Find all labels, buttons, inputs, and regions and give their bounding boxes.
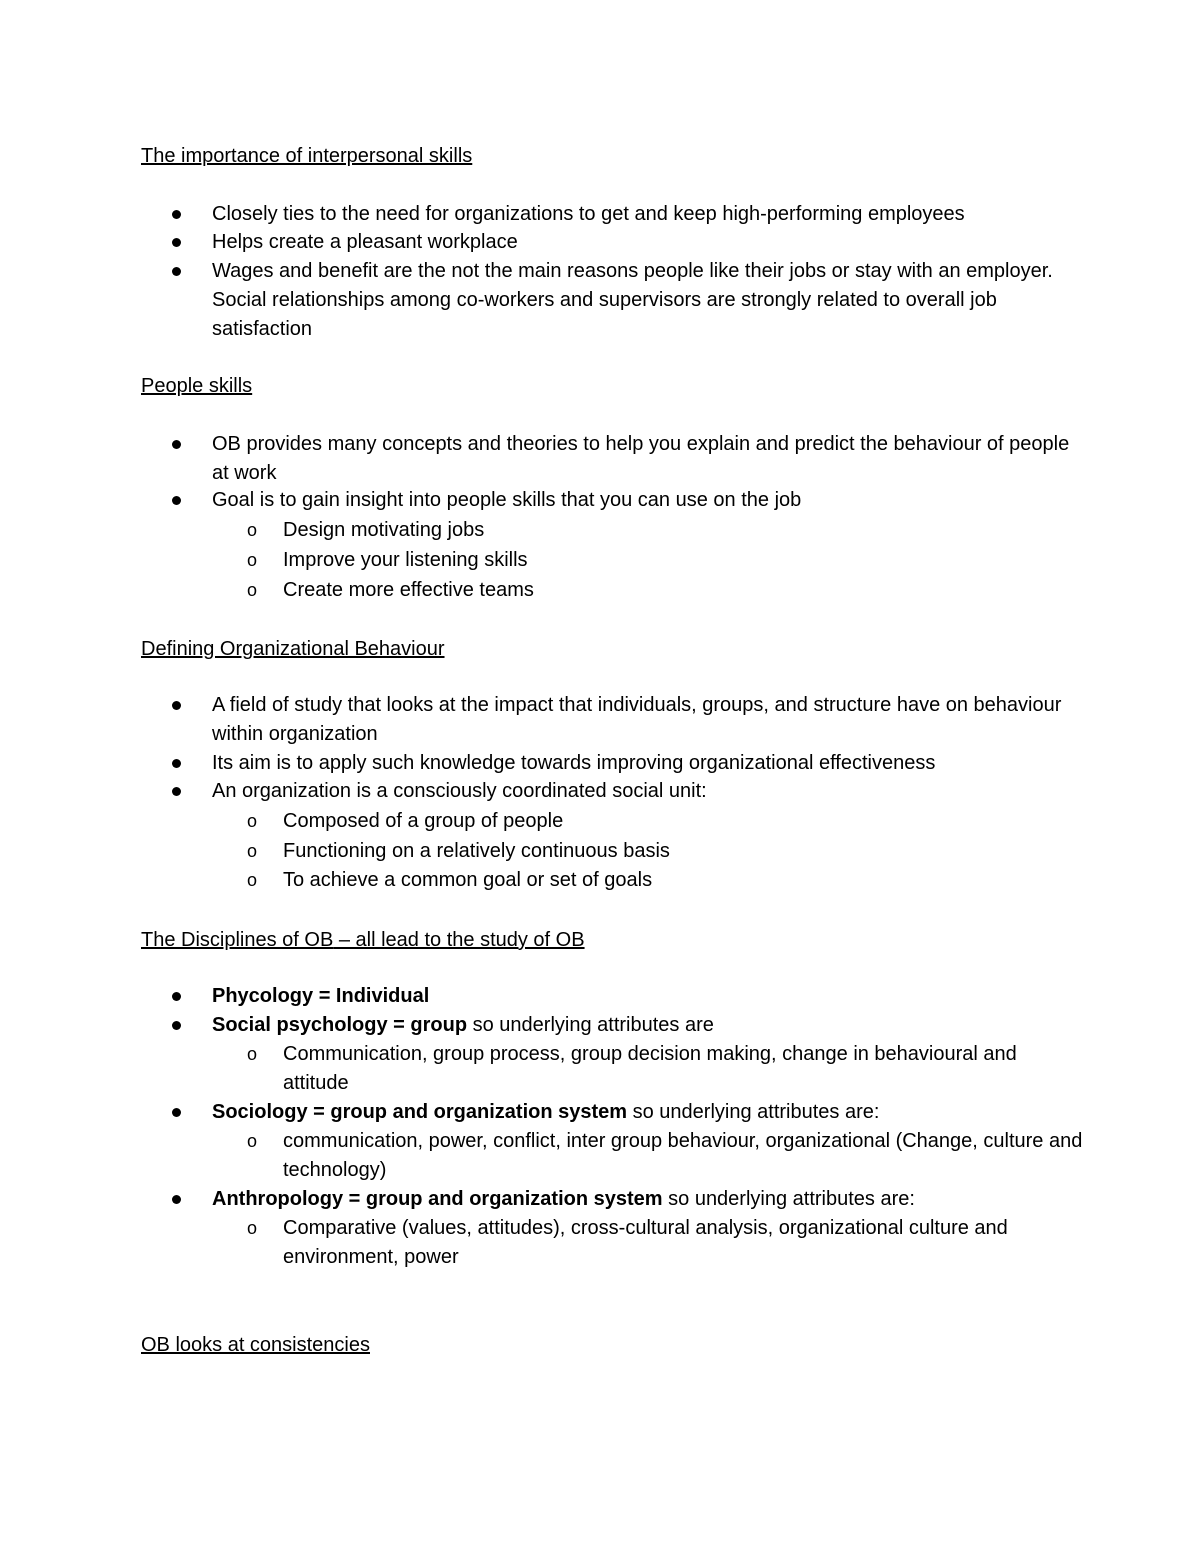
circle-bullet-icon: o — [247, 1218, 258, 1238]
bullet-icon — [172, 1185, 181, 1204]
bullet-icon — [172, 486, 181, 505]
bullet-item: Sociology = group and organization system so underlying attributes are: — [212, 1098, 1072, 1127]
sub-bullet-item: o Create more effective teams — [283, 576, 1083, 605]
bullet-icon — [172, 1098, 181, 1117]
sub-bullet-item: o communication, power, conflict, inter group behaviour, organizational (Change, culture and technology) — [283, 1127, 1083, 1185]
bullet-icon — [172, 1011, 181, 1030]
bullet-item: Closely ties to the need for organizations to get and keep high-performing employees — [212, 200, 1072, 229]
bullet-item: Anthropology = group and organization system so underlying attributes are: — [212, 1185, 1072, 1214]
sub-bullet-item: o Functioning on a relatively continuous basis — [283, 837, 1083, 866]
heading-suffix: – all lead to the study of OB — [333, 929, 585, 951]
section-heading: People skills — [141, 375, 253, 397]
sub-bullet-item: o To achieve a common goal or set of goals — [283, 866, 1083, 895]
bullet-item: Goal is to gain insight into people skills that you can use on the job — [212, 486, 1072, 515]
sub-bullet-item: o Communication, group process, group decision making, change in behavioural and attitude — [283, 1040, 1083, 1098]
circle-bullet-icon: o — [247, 811, 258, 831]
circle-bullet-icon: o — [247, 1131, 258, 1151]
bullet-icon — [172, 200, 181, 219]
circle-bullet-icon: o — [247, 870, 258, 890]
bullet-item: Its aim is to apply such knowledge towards improving organizational effectiveness — [212, 749, 1072, 778]
bullet-item: Social psychology = group so underlying attributes are — [212, 1011, 1072, 1040]
bullet-item: Wages and benefit are the not the main reasons people like their jobs or stay with an employer. Social relationships among co-workers and supervisors are strongly related to overall job satisfaction — [212, 257, 1072, 344]
section-heading: Defining Organizational Behaviour — [141, 638, 445, 660]
circle-bullet-icon: o — [247, 550, 258, 570]
bullet-icon — [172, 257, 181, 276]
bullet-icon — [172, 430, 181, 449]
section-heading: The Disciplines of OB – all lead to the study of OB — [141, 929, 585, 951]
circle-bullet-icon: o — [247, 580, 258, 600]
bullet-icon — [172, 749, 181, 768]
bullet-item: A field of study that looks at the impact that individuals, groups, and structure have on behaviour within organization — [212, 691, 1072, 749]
bullet-item: Helps create a pleasant workplace — [212, 228, 1072, 257]
bullet-item: OB provides many concepts and theories to help you explain and predict the behaviour of people at work — [212, 430, 1072, 488]
bullet-icon — [172, 777, 181, 796]
circle-bullet-icon: o — [247, 1044, 258, 1064]
sub-bullet-item: o Design motivating jobs — [283, 516, 1083, 545]
bullet-icon — [172, 691, 181, 710]
section-heading: OB looks at consistencies — [141, 1334, 370, 1356]
bullet-item: Phycology = Individual — [212, 982, 1072, 1011]
sub-bullet-item: o Composed of a group of people — [283, 807, 1083, 836]
circle-bullet-icon: o — [247, 520, 258, 540]
bullet-icon — [172, 982, 181, 1001]
sub-bullet-item: o Improve your listening skills — [283, 546, 1083, 575]
bullet-item: An organization is a consciously coordinated social unit: — [212, 777, 1072, 806]
sub-bullet-item: o Comparative (values, attitudes), cross-cultural analysis, organizational culture and environment, power — [283, 1214, 1083, 1272]
bullet-icon — [172, 228, 181, 247]
circle-bullet-icon: o — [247, 841, 258, 861]
section-heading: The importance of interpersonal skills — [141, 145, 473, 167]
